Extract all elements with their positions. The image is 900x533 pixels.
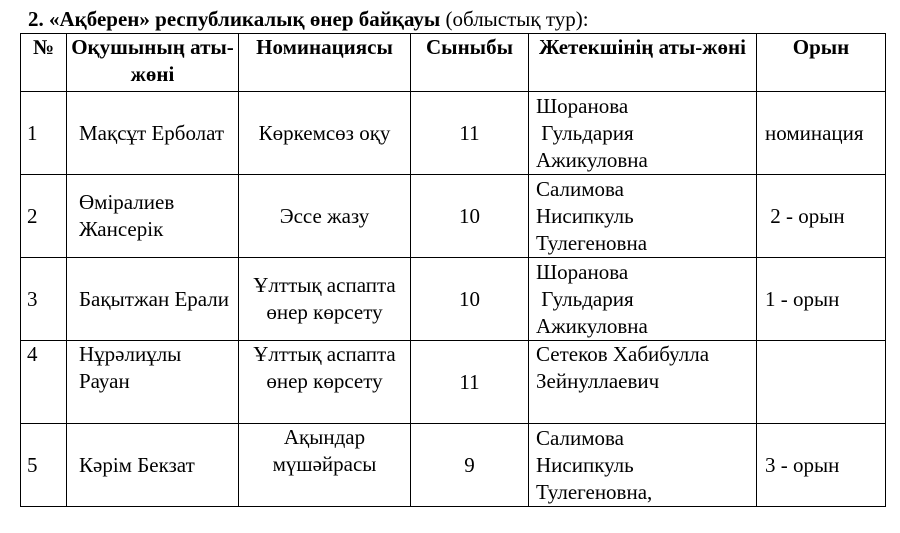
table-header-row xyxy=(21,34,886,92)
section-heading-subtitle: (облыстық тур): xyxy=(440,7,589,31)
table-row xyxy=(21,424,886,507)
section-heading xyxy=(28,6,589,32)
cell-place: 3 - орын xyxy=(757,424,886,507)
results-table xyxy=(20,33,886,507)
cell-student-name: Нұрәлиұлы Рауан xyxy=(67,341,239,424)
header-nomination: Номинациясы xyxy=(239,34,411,92)
cell-number: 3 xyxy=(21,258,67,341)
cell-nomination: Ақындар мүшәйрасы xyxy=(239,424,411,507)
cell-leader-name: Сетеков Хабибулла Зейнуллаевич xyxy=(529,341,757,424)
cell-nomination: Ұлттық аспапта өнер көрсету xyxy=(239,258,411,341)
cell-grade: 11 xyxy=(411,92,529,175)
section-heading-title: 2. «Ақберен» республикалық өнер байқауы xyxy=(28,7,441,31)
header-place: Орын xyxy=(757,34,886,92)
cell-leader-name: Шоранова Гульдария Ажикуловна xyxy=(529,258,757,341)
cell-leader-name: Салимова Нисипкуль Тулегеновна xyxy=(529,175,757,258)
cell-number: 1 xyxy=(21,92,67,175)
cell-place: номинация xyxy=(757,92,886,175)
cell-student-name: Өміралиев Жансерік xyxy=(67,175,239,258)
cell-nomination: Эссе жазу xyxy=(239,175,411,258)
cell-place xyxy=(757,341,886,424)
cell-number: 5 xyxy=(21,424,67,507)
cell-nomination: Көркемсөз оқу xyxy=(239,92,411,175)
cell-grade: 11 xyxy=(411,341,529,424)
table-row xyxy=(21,92,886,175)
table-row xyxy=(21,341,886,424)
cell-number: 4 xyxy=(21,341,67,424)
cell-place: 1 - орын xyxy=(757,258,886,341)
cell-grade: 10 xyxy=(411,258,529,341)
cell-leader-name: Салимова Нисипкуль Тулегеновна, xyxy=(529,424,757,507)
header-grade: Сыныбы xyxy=(411,34,529,92)
cell-nomination: Ұлттық аспапта өнер көрсету xyxy=(239,341,411,424)
cell-grade: 10 xyxy=(411,175,529,258)
header-number: № xyxy=(21,34,67,92)
header-student-name: Оқушының аты-жөні xyxy=(67,34,239,92)
cell-student-name: Кәрім Бекзат xyxy=(67,424,239,507)
cell-place: 2 - орын xyxy=(757,175,886,258)
cell-student-name: Бақытжан Ерали xyxy=(67,258,239,341)
cell-leader-name: Шоранова Гульдария Ажикуловна xyxy=(529,92,757,175)
cell-student-name: Мақсұт Ерболат xyxy=(67,92,239,175)
table-row xyxy=(21,258,886,341)
cell-grade: 9 xyxy=(411,424,529,507)
table-row xyxy=(21,175,886,258)
header-leader-name: Жетекшінің аты-жөні xyxy=(529,34,757,92)
cell-number: 2 xyxy=(21,175,67,258)
